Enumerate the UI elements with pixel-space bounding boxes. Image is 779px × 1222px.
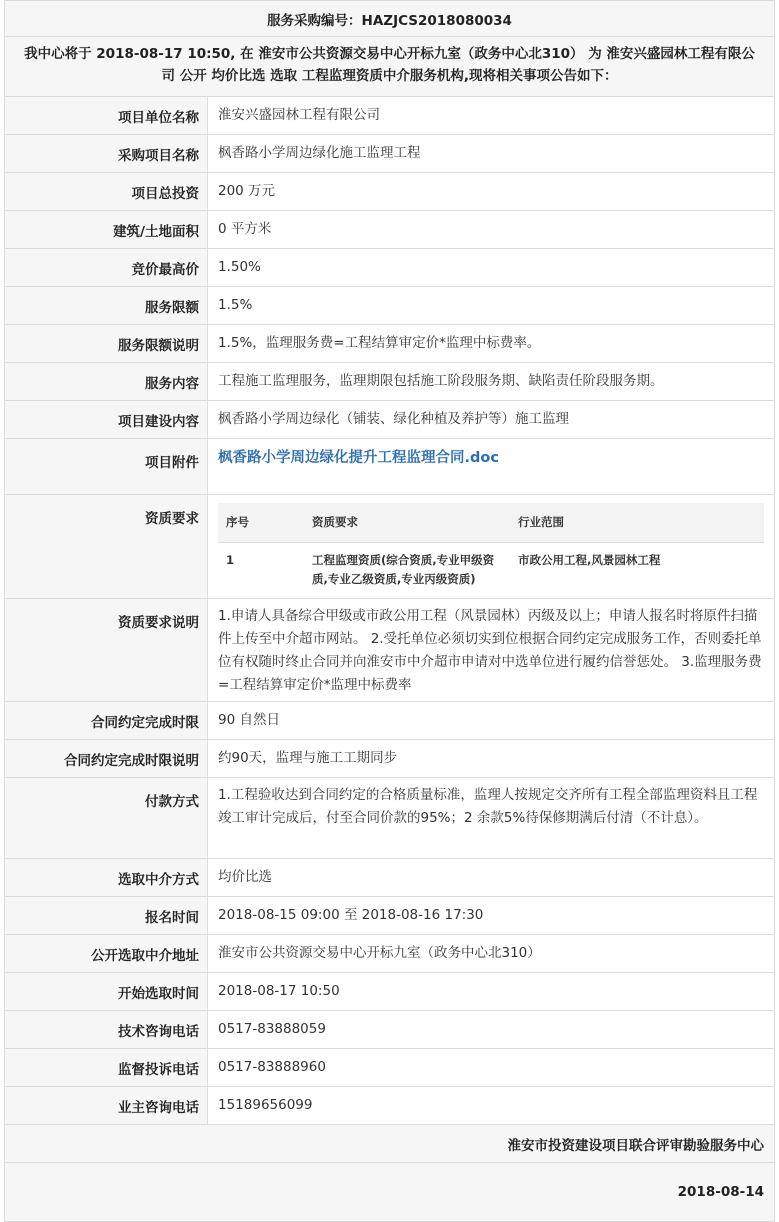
- footer-date: 2018-08-14: [5, 1163, 774, 1221]
- label-tech-phone: 技术咨询电话: [5, 1011, 208, 1048]
- row-supervise-phone: [5, 1049, 774, 1087]
- value-build-content: 枫香路小学周边绿化（铺装、绿化种植及养护等）施工监理: [218, 411, 569, 427]
- label-investment: 项目总投资: [5, 173, 208, 210]
- row-payment: [5, 778, 774, 859]
- row-deadline-desc: [5, 740, 774, 778]
- label-attachment: 项目附件: [5, 439, 208, 494]
- announcement-table: [4, 0, 775, 1222]
- row-method: [5, 859, 774, 897]
- qualification-cell-no: 1: [226, 553, 235, 567]
- qualification-cell-req: 工程监理资质(综合资质,专业甲级资质,专业乙级资质,专业丙级资质): [312, 553, 495, 586]
- row-service-content: [5, 363, 774, 401]
- row-investment: [5, 173, 774, 211]
- row-service-limit: [5, 287, 774, 325]
- label-unit: 项目单位名称: [5, 97, 208, 134]
- footer-org-row: [5, 1125, 774, 1163]
- value-start: 2018-08-17 10:50: [218, 983, 340, 999]
- label-method: 选取中介方式: [5, 859, 208, 896]
- label-service-content: 服务内容: [5, 363, 208, 400]
- qualification-header-scope: 行业范围: [510, 503, 764, 543]
- label-build-content: 项目建设内容: [5, 401, 208, 438]
- value-deadline: 90 自然日: [218, 712, 280, 728]
- value-signup: 2018-08-15 09:00 至 2018-08-16 17:30: [218, 907, 484, 923]
- value-investment: 200 万元: [218, 183, 276, 199]
- announcement-intro: 我中心将于 2018-08-17 10:50, 在 淮安市公共资源交易中心开标九室（政务中心北310） 为 淮安兴盛园林工程有限公司 公开 均价比选 选取 工程监理资质中介服务机构,现将相关事项公告如下：: [5, 37, 774, 96]
- value-deadline-desc: 约90天，监理与施工工期同步: [218, 750, 398, 766]
- label-service-limit: 服务限额: [5, 287, 208, 324]
- label-payment: 付款方式: [5, 778, 208, 858]
- value-unit: 淮安兴盛园林工程有限公司: [218, 107, 380, 123]
- row-max-price: [5, 249, 774, 287]
- row-build-content: [5, 401, 774, 439]
- label-qualification: 资质要求: [5, 495, 208, 598]
- row-signup: [5, 897, 774, 935]
- row-tech-phone: [5, 1011, 774, 1049]
- value-address: 淮安市公共资源交易中心开标九室（政务中心北310）: [218, 945, 541, 961]
- label-start: 开始选取时间: [5, 973, 208, 1010]
- procurement-code-row: [5, 1, 774, 37]
- label-service-limit-desc: 服务限额说明: [5, 325, 208, 362]
- label-area: 建筑/土地面积: [5, 211, 208, 248]
- value-project: 枫香路小学周边绿化施工监理工程: [218, 145, 421, 161]
- qualification-header-no: 序号: [218, 503, 304, 543]
- label-max-price: 竞价最高价: [5, 249, 208, 286]
- label-owner-phone: 业主咨询电话: [5, 1087, 208, 1124]
- value-service-limit: 1.5%: [218, 297, 253, 313]
- row-qualification: [5, 495, 774, 599]
- footer-org: 淮安市投资建设项目联合评审勘验服务中心: [5, 1125, 774, 1162]
- value-qualification-desc: 1.申请人具备综合甲级或市政公用工程（风景园林）丙级及以上；申请人报名时将原件扫描件上传至中介超市网站。 2.受托单位必须切实到位根据合同约定完成服务工作，否则委托单位有权随时终止合同并向淮安市中介超市申请对中选单位进行履约信誉惩处。 3.监理服务费=工程结算审定价*监理中标费率: [218, 608, 762, 693]
- row-address: [5, 935, 774, 973]
- table-row: [218, 543, 764, 598]
- value-tech-phone: 0517-83888059: [218, 1021, 326, 1037]
- value-payment: 1.工程验收达到合同约定的合格质量标准，监理人按规定交齐所有工程全部监理资料且工程竣工审计完成后，付至合同价款的95%；2 余款5%待保修期满后付清（不计息）。: [218, 787, 758, 826]
- label-signup: 报名时间: [5, 897, 208, 934]
- value-qualification: [208, 495, 774, 598]
- value-supervise-phone: 0517-83888960: [218, 1059, 326, 1075]
- qualification-table: [218, 503, 764, 597]
- value-attachment: [208, 439, 774, 494]
- value-owner-phone: 15189656099: [218, 1097, 313, 1113]
- value-method: 均价比选: [218, 869, 272, 885]
- row-service-limit-desc: [5, 325, 774, 363]
- value-service-limit-desc: 1.5%，监理服务费=工程结算审定价*监理中标费率。: [218, 335, 541, 351]
- label-supervise-phone: 监督投诉电话: [5, 1049, 208, 1086]
- value-area: 0 平方米: [218, 221, 272, 237]
- label-deadline: 合同约定完成时限: [5, 702, 208, 739]
- label-deadline-desc: 合同约定完成时限说明: [5, 740, 208, 777]
- qualification-cell-scope: 市政公用工程,风景园林工程: [518, 553, 661, 567]
- label-address: 公开选取中介地址: [5, 935, 208, 972]
- label-qualification-desc: 资质要求说明: [5, 599, 208, 701]
- row-owner-phone: [5, 1087, 774, 1125]
- row-attachment: [5, 439, 774, 495]
- row-area: [5, 211, 774, 249]
- row-unit: [5, 97, 774, 135]
- procurement-code: 服务采购编号：HAZJCS2018080034: [5, 1, 774, 36]
- qualification-table-header: [218, 503, 764, 543]
- value-max-price: 1.50%: [218, 259, 261, 275]
- qualification-header-req: 资质要求: [304, 503, 510, 543]
- footer-date-row: [5, 1163, 774, 1221]
- intro-row: [5, 37, 774, 97]
- value-service-content: 工程施工监理服务，监理期限包括施工阶段服务期、缺陷责任阶段服务期。: [218, 373, 664, 389]
- row-qualification-desc: [5, 599, 774, 702]
- row-project: [5, 135, 774, 173]
- label-project: 采购项目名称: [5, 135, 208, 172]
- attachment-link[interactable]: 枫香路小学周边绿化提升工程监理合同.doc: [218, 450, 499, 466]
- row-start: [5, 973, 774, 1011]
- row-deadline: [5, 702, 774, 740]
